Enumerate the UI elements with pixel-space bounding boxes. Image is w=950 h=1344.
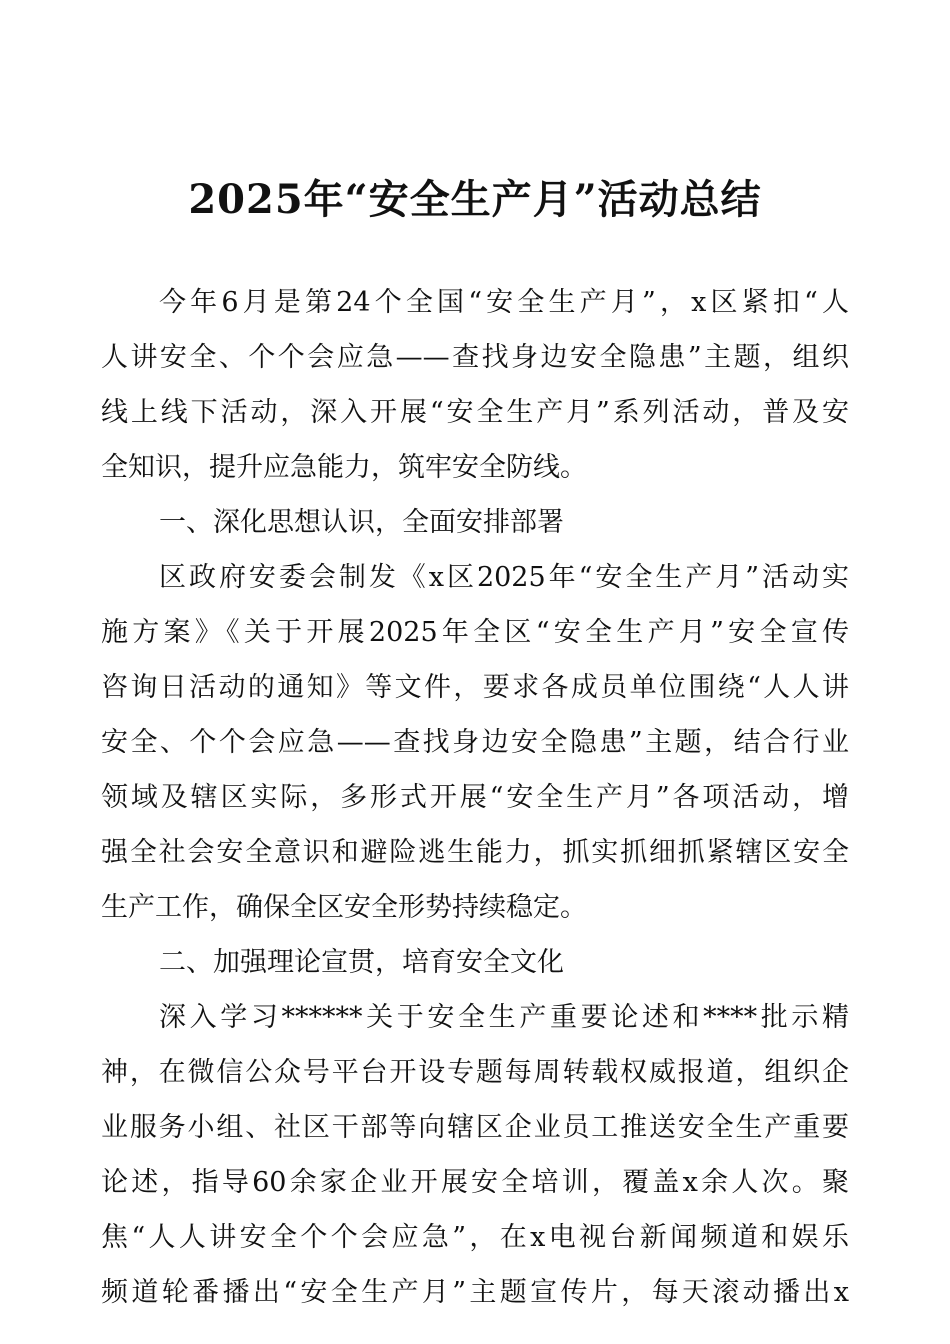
paragraph-line: 安全、个个会应急——查找身边安全隐患”主题，结合行业 [101,727,849,758]
paragraph-line: 焦“人人讲安全个个会应急”，在x电视台新闻频道和娱乐 [101,1222,849,1253]
paragraph-line: 强全社会安全意识和避险逃生能力，抓实抓细抓紧辖区安全 [101,837,849,868]
document-title: 2025年“安全生产月”活动总结 [188,176,762,223]
section-heading-2: 二、加强理论宣贯，培育安全文化 [159,947,564,978]
paragraph-line: 生产工作，确保全区安全形势持续稳定。 [101,892,587,923]
paragraph-line: 人讲安全、个个会应急——查找身边安全隐患”主题，组织 [101,342,849,373]
paragraph-line: 神，在微信公众号平台开设专题每周转载权威报道，组织企 [101,1057,849,1088]
paragraph-line: 今年6月是第24个全国“安全生产月”，x区紧扣“人 [159,287,849,318]
paragraph-line: 领域及辖区实际，多形式开展“安全生产月”各项活动，增 [101,782,849,813]
paragraph-line: 区政府安委会制发《x区2025年“安全生产月”活动实 [159,562,849,593]
paragraph-line: 频道轮番播出“安全生产月”主题宣传片，每天滚动播出x [101,1277,849,1308]
paragraph-line: 全知识，提升应急能力，筑牢安全防线。 [101,452,587,483]
document-body [101,280,849,1325]
paragraph-line: 业服务小组、社区干部等向辖区企业员工推送安全生产重要 [101,1112,849,1143]
paragraph-line: 线上线下活动，深入开展“安全生产月”系列活动，普及安 [101,397,849,428]
paragraph-line: 深入学习******关于安全生产重要论述和****批示精 [159,1002,849,1033]
paragraph-line: 施方案》《关于开展2025年全区“安全生产月”安全宣传 [101,617,849,648]
section-heading-1: 一、深化思想认识，全面安排部署 [159,507,564,538]
paragraph-line: 咨询日活动的通知》等文件，要求各成员单位围绕“人人讲 [101,672,849,703]
paragraph-line: 论述，指导60余家企业开展安全培训，覆盖x余人次。聚 [101,1167,849,1198]
